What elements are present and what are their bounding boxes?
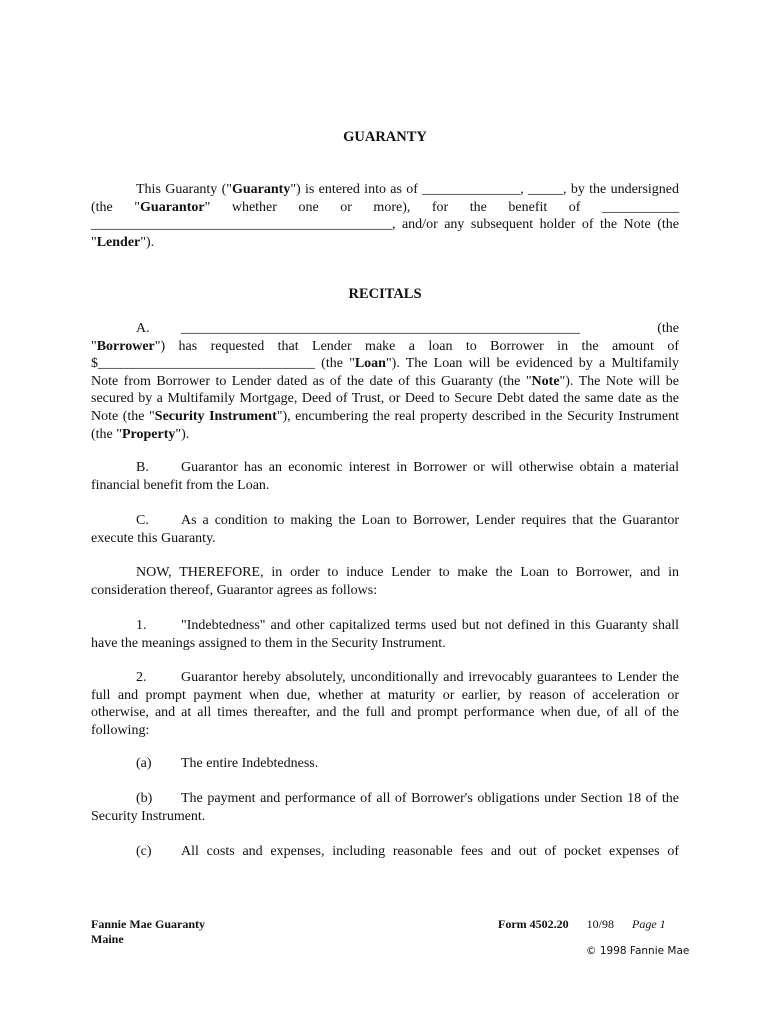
now-therefore-paragraph (91, 564, 679, 599)
recital-a-term-borrower: Borrower (96, 338, 155, 354)
recital-b-paragraph (91, 459, 679, 494)
document-title: GUARANTY (343, 129, 427, 145)
intro-text-1: This Guaranty (" (136, 182, 232, 197)
recitals-heading: RECITALS (348, 286, 422, 302)
recital-b-label: B. (136, 460, 149, 475)
section-2-paragraph (91, 669, 679, 739)
footer-title: Fannie Mae Guaranty (91, 917, 205, 931)
recital-c-text: As a condition to making the Loan to Borrower, Lender requires that the Guarantor execute this Guaranty. (91, 513, 679, 546)
recital-a-text-4: "). The Note will be secured by a Multifamily Mortgage, Deed of Trust, or Deed to Secure Debt dated the same date as the Note (the " (91, 373, 679, 424)
recital-a-term-note: Note (531, 373, 560, 389)
recital-a-term-security-instrument: Security Instrument (154, 408, 277, 424)
recital-a-term-loan: Loan (354, 356, 386, 372)
recital-a-text-5: "), encumbering the real property described in the Security Instrument (the " (91, 408, 680, 442)
recital-b-text: Guarantor has an economic interest in Borrower or will otherwise obtain a material financial benefit from the Loan. (91, 460, 679, 493)
item-c-label: (c) (136, 844, 152, 859)
recital-a-paragraph (91, 320, 679, 443)
item-a-label: (a) (136, 756, 152, 771)
recital-a-text-1: _________________________________________________________ (the " (91, 321, 679, 354)
section-2-label: 2. (136, 670, 147, 685)
footer-form-number: Form 4502.20 (498, 917, 569, 931)
footer-document-name (91, 917, 205, 947)
intro-term-guarantor: Guarantor (140, 199, 205, 215)
intro-term-guaranty: Guaranty (231, 182, 291, 197)
footer-form-date: 10/98 (586, 917, 614, 931)
recital-a-label: A. (136, 321, 150, 336)
section-2-text: Guarantor hereby absolutely, unconditionally and irrevocably guarantees to Lender the full and prompt payment when due, whether at maturity or earlier, by reason of acceleration or otherwise, and at all times thereafter, and the full and prompt performance when due, of all of the following: (91, 670, 679, 738)
recital-a-term-property: Property (121, 426, 176, 442)
recital-c-paragraph (91, 512, 679, 547)
now-therefore-text: NOW, THEREFORE, in order to induce Lender to make the Loan to Borrower, and in consideration thereof, Guarantor agrees as follows: (91, 565, 679, 598)
recital-a-text-3: "). The Loan will be evidenced by a Multifamily Note from Borrower to Lender dated as of the date of this Guaranty (the " (91, 356, 679, 389)
footer-copyright: © 1998 Fannie Mae (586, 945, 690, 957)
item-b-text: The payment and performance of all of Borrower's obligations under Section 18 of the Security Instrument. (91, 791, 679, 824)
section-1-label: 1. (136, 618, 147, 633)
footer-form-info (498, 917, 666, 932)
recital-a-text-2: ") has requested that Lender make a loan to Borrower in the amount of $_______________________________ (the " (91, 338, 679, 372)
recital-c-label: C. (136, 513, 149, 528)
item-c-text: All costs and expenses, including reasonable fees and out of pocket expenses of (181, 844, 679, 859)
item-a-text: The entire Indebtedness. (181, 756, 319, 771)
section-1-paragraph (91, 617, 679, 652)
section-1-text: "Indebtedness" and other capitalized terms used but not defined in this Guaranty shall have the meanings assigned to them in the Security Instrument. (91, 618, 679, 651)
intro-text-4: "). (140, 234, 155, 250)
item-b-paragraph (91, 790, 679, 825)
item-c-paragraph (91, 843, 679, 861)
recital-a-text-6: "). (175, 426, 190, 442)
intro-paragraph (91, 181, 679, 251)
intro-term-lender: Lender (96, 234, 141, 250)
footer-state: Maine (91, 932, 124, 946)
intro-text-2: ") is entered into as of ______________, _____, by the undersigned (the " (91, 182, 679, 215)
item-b-label: (b) (136, 791, 153, 806)
item-a-paragraph (91, 755, 679, 773)
intro-text-3: " whether one or more), for the benefit of ___________ ___________________________________________, and/or any subsequent holder of the Note (the " (91, 199, 679, 250)
footer-page-number: Page 1 (632, 917, 666, 931)
